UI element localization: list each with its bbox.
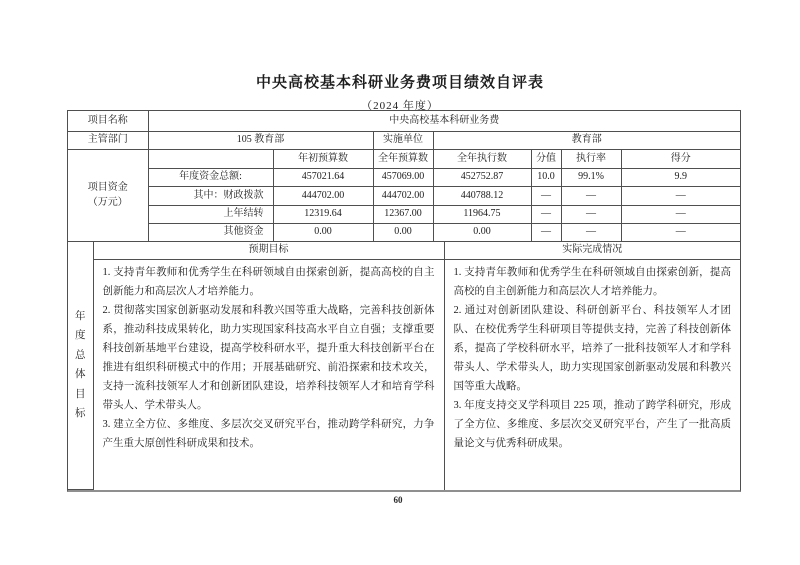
department-value: 105 教育部 [148, 131, 373, 149]
funds-cell-score: — [621, 223, 740, 241]
funds-cell-score: 9.9 [621, 168, 740, 186]
funds-row-carryover [68, 205, 740, 223]
funds-cell-points: 10.0 [531, 168, 561, 186]
goals-body-row [68, 260, 740, 490]
department-row [68, 131, 740, 149]
funds-header-score: 得分 [621, 149, 740, 168]
goals-header-row [68, 242, 740, 260]
funds-header-exec-rate: 执行率 [561, 149, 621, 168]
implement-unit-value: 教育部 [433, 131, 740, 149]
funds-header-annual: 全年预算数 [373, 149, 433, 168]
project-name-row [68, 111, 740, 131]
funds-cell-initial: 444702.00 [273, 186, 373, 205]
funds-row-label: 其他资金 [148, 223, 273, 241]
funds-cell-executed: 452752.87 [433, 168, 531, 186]
annual-goals-row-label-cell [68, 242, 93, 490]
funds-header-row [68, 149, 740, 168]
funds-cell-points: — [531, 186, 561, 205]
actual-completion-header: 实际完成情况 [444, 242, 740, 260]
funds-section-label [68, 149, 148, 241]
expected-goal-item: 3. 建立全方位、多维度、多层次交叉研究平台，推动跨学科研究，力争产生重大原创性科研成果和技术。 [102, 419, 435, 449]
funds-cell-exec-rate: — [561, 186, 621, 205]
funds-cell-points: — [531, 223, 561, 241]
funds-cell-exec-rate: 99.1% [561, 168, 621, 186]
funds-cell-annual: 457069.00 [373, 168, 433, 186]
funds-cell-initial: 0.00 [273, 223, 373, 241]
funds-cell-annual: 444702.00 [373, 186, 433, 205]
actual-completion-item: 3. 年度支持交叉学科项目 225 项，推动了跨学科研究，形成了全方位、多维度、多层次交叉研究平台，产生了一批高质量论文与优秀科研成果。 [453, 400, 731, 449]
funds-row-label: 年度资金总额: [148, 168, 273, 186]
funds-cell-score: — [621, 205, 740, 223]
funds-cell-executed: 0.00 [433, 223, 531, 241]
funds-cell-initial: 12319.64 [273, 205, 373, 223]
funds-row-label: 其中：财政拨款 [148, 186, 273, 205]
project-name-value: 中央高校基本科研业务费 [148, 111, 740, 131]
department-label: 主管部门 [68, 131, 148, 149]
funds-header-initial: 年初预算数 [273, 149, 373, 168]
funds-label-line1: 项目资金 [87, 182, 128, 193]
annual-goals-table [68, 242, 740, 491]
project-funds-table [68, 111, 740, 242]
actual-completion-item: 1. 支持青年教师和优秀学生在科研领域自由探索创新，提高高校的自主创新能力和高层次人才培养能力。 [453, 267, 731, 297]
page-subtitle: （2024 年度） [361, 100, 439, 112]
funds-row-other [68, 223, 740, 241]
expected-goal-item: 2. 贯彻落实国家创新驱动发展和科教兴国等重大战略，完善科技创新体系，推动科技成果转化，助力实现国家科技高水平自立自强；支撑重要科技创新基地平台建设，提高学校科研水平，提升重大科技创新平台在推进有组织科研模式中的作用；开展基础研究、前沿探索和技术攻关，支持一流科技领军人才和创新团队建设，培养科技领军人才和培育学科带头人、学术带头人。 [102, 305, 435, 411]
funds-header-points: 分值 [531, 149, 561, 168]
funds-row-total [68, 168, 740, 186]
implement-unit-label: 实施单位 [373, 131, 433, 149]
funds-cell-annual: 12367.00 [373, 205, 433, 223]
funds-cell-executed: 440788.12 [433, 186, 531, 205]
funds-label-line2: （万元） [87, 197, 128, 208]
funds-cell-annual: 0.00 [373, 223, 433, 241]
expected-goals-content [93, 260, 444, 490]
funds-cell-score: — [621, 186, 740, 205]
actual-completion-content [444, 260, 740, 490]
funds-header-empty [148, 149, 273, 168]
funds-header-executed: 全年执行数 [433, 149, 531, 168]
funds-cell-executed: 11964.75 [433, 205, 531, 223]
self-evaluation-table [67, 110, 741, 492]
page-number: 60 [393, 495, 403, 505]
expected-goal-item: 1. 支持青年教师和优秀学生在科研领域自由探索创新，提高高校的自主创新能力和高层次人才培养能力。 [102, 267, 435, 297]
funds-cell-initial: 457021.64 [273, 168, 373, 186]
funds-row-fiscal [68, 186, 740, 205]
annual-goals-row-label: 年度总体目标 [75, 310, 86, 420]
page-title: 中央高校基本科研业务费项目绩效自评表 [255, 75, 544, 91]
project-name-label: 项目名称 [68, 111, 148, 131]
funds-cell-exec-rate: — [561, 223, 621, 241]
actual-completion-item: 2. 通过对创新团队建设、科研创新平台、科技领军人才团队、在校优秀学生科研项目等提供支持，完善了科技创新体系，提高了学校科研水平，培养了一批科技领军人才和学科带头人、学术带头人，助力实现国家创新驱动发展和科教兴国等重大战略。 [453, 305, 731, 392]
funds-row-label: 上年结转 [148, 205, 273, 223]
expected-goals-header: 预期目标 [93, 242, 444, 260]
funds-cell-points: — [531, 205, 561, 223]
funds-cell-exec-rate: — [561, 205, 621, 223]
